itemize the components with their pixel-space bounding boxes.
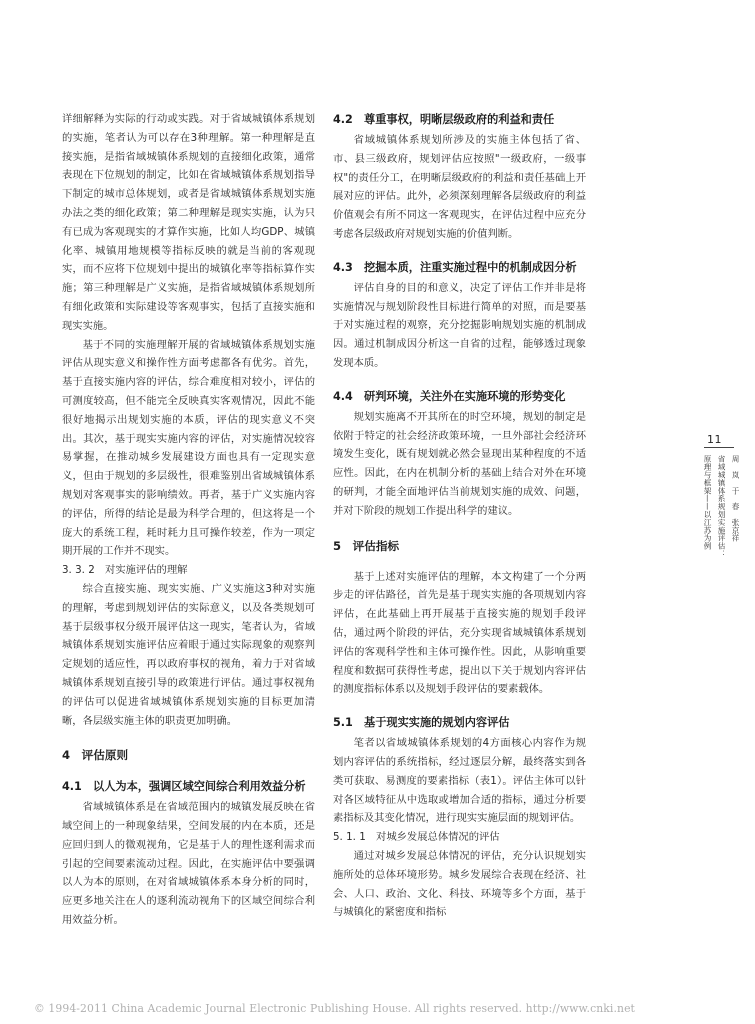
- body-paragraph: 省域城镇体系是在省域范围内的城镇发展反映在省域空间上的一种现象结果，空间发展的内在本质，还是应回归到人的微观视角，它是基于人的理性逐利需求而引起的空间要素流动过程。因此，在实施评估中要强调以人为本的原则，在对省域城镇体系本身分析的同时，应更多地关注在人的逐利流动视角下的区域空间综合利用效益分析。: [62, 801, 315, 927]
- body-paragraph: 规划实施离不开其所在的时空环境，规划的制定是依附于特定的社会经济政策环境，一旦外部社会经济环境发生变化，既有规划就必然会显现出某种程度的不适应性。因此，在内在机制分析的基础上结合对外在环境的研判，才能全面地评估当前规划实施的成效、问题，并对下阶段的规划工作提出科学的建议。: [333, 410, 586, 517]
- subsection-heading-3-3-2: 3. 3. 2 对实施评估的理解: [62, 564, 188, 577]
- body-paragraph: 省域城镇体系规划所涉及的实施主体包括了省、市、县三级政府，规划评估应按照"一级政府，一级事权"的责任分工，在明晰层级政府的利益和责任基础上开展对应的评估。此外，必须深刻理解各层级政府的利益价值观会有所不同这一客观现实，在评估过程中应充分考虑各层级政府对规划实施的价值判断。: [333, 134, 586, 240]
- sidebar-divider: [704, 447, 734, 448]
- subsection-heading-4-1: 4.1 以人为本，强调区域空间综合利用效益分析: [62, 780, 306, 794]
- running-header-title-line-2: 原理与框架——以江苏为例: [703, 455, 712, 550]
- body-paragraph: 笔者以省域城镇体系规划的4方面核心内容作为规划内容评估的系统指标，经过逐层分解，最终落实到各类可获取、易测度的要素指标（表1）。评估主体可以针对各区域特征从中选取或增加合适的指标，通过分析要素指标及其变化情况，进行现实实施层面的规划评估。: [333, 737, 586, 825]
- subsection-heading-5-1: 5.1 基于现实实施的规划内容评估: [333, 716, 510, 730]
- copyright-footer: © 1994-2011 China Academic Journal Electronic Publishing House. All rights reserved. http://www.cnki.net: [34, 1002, 636, 1015]
- running-header-vertical: [703, 455, 740, 558]
- subsection-heading-4-2: 4.2 尊重事权，明晰层级政府的利益和责任: [333, 113, 555, 126]
- body-paragraph: 基于不同的实施理解开展的省域城镇体系规划实施评估从现实意义和操作性方面考虑都各有优劣。首先，基于直接实施内容的评估，综合难度相对较小，评估的可测度较高，但不能完全反映真实客观情况，因此不能很好地揭示出规划实施的本质，评估的现实意义不突出。其次，基于现实实施内容的评估，对实施情况较容易掌握，在推动城乡发展建设方面也具有一定现实意义，但由于规划的多层级性，很难鉴别出省域城镇体系规划对客观事实的影响绩效。再者，基于广义实施内容的评估，所得的结论是最为科学合理的，但这将是一个庞大的系统工程，耗时耗力且可操作较差，作为一项定期开展的工作并不现实。: [62, 338, 315, 558]
- body-paragraph: 基于上述对实施评估的理解，本文构建了一个分两步走的评估路径，首先是基于现实实施的各项规划内容评估，在此基础上再开展基于直接实施的规划手段评估，通过两个阶段的评估，充分实现省域城镇体系规划评估的客观科学性和主体可操作性。因此，从影响重要程度和数据可获得性考虑，提出以下关于规划内容评估的测度指标体系以及规划手段评估的要素载体。: [333, 570, 586, 696]
- section-heading-4: 4 评估原则: [62, 748, 129, 763]
- page-number: 11: [707, 433, 722, 446]
- subsection-heading-5-1-1: 5. 1. 1 对城乡发展总体情况的评估: [333, 831, 500, 844]
- body-paragraph: 详细解释为实际的行动或实践。对于省域城镇体系规划的实施，笔者认为可以存在3种理解。第一种理解是直接实施，是指省域城镇体系规划的直接细化政策，通常表现在下位规划的制定，比如在省域城镇体系规划指导下制定的城市总体规划，或者是省域城镇体系规划实施办法之类的细化政策；第二种理解是现实实施，认为只有已成为客观现实的才算作实施，比如人均GDP、城镇化率、城镇用地规模等指标反映的就是当前的客观现实，而不应将下位规划中提出的城镇化率等指标算作实施；第三种理解是广义实施，是指省域城镇体系规划所有细化政策和实际建设等客观事实，包括了直接实施和现实实施。: [62, 113, 315, 332]
- body-paragraph: 评估自身的目的和意义，决定了评估工作并非是将实施情况与规划阶段性目标进行简单的对照，而是要基于对实施过程的观察，充分挖掘影响规划实施的机制成因。通过机制成因分析这一自省的过程，能够透过现象发现本质。: [333, 281, 586, 369]
- subsection-heading-4-4: 4.4 研判环境，关注外在实施环境的形势变化: [333, 389, 566, 403]
- left-column: [62, 110, 315, 930]
- right-column: [333, 110, 586, 922]
- body-paragraph: 综合直接实施、现实实施、广义实施这3种对实施的理解，考虑到规划评估的实际意义，以及各类规划可基于层级事权分级开展评估这一现实，笔者认为，省域城镇体系规划实施评估应着眼于通过实际现象的观察判定规划的适应性，再以政府事权的视角，着力于对省域城镇体系规划直接引导的政策进行评估。通过事权视角的评估可以促进省域城镇体系规划实施的目标更加清晰，各层级实施主体的职责更加明确。: [62, 582, 315, 727]
- running-header-title-line-1: 省域城镇体系规划实施评估：: [717, 455, 726, 558]
- section-heading-5: 5 评估指标: [333, 538, 400, 553]
- subsection-heading-4-3: 4.3 挖掘本质，注重实施过程中的机制成因分析: [333, 260, 577, 274]
- running-header-authors: 周 岚 于 春 张京祥: [731, 455, 740, 542]
- body-paragraph: 通过对城乡发展总体情况的评估，充分认识规划实施所处的总体环境形势。城乡发展综合表现在经济、社会、人口、政治、文化、科技、环境等多个方面，基于与城镇化的紧密度和指标: [333, 849, 586, 919]
